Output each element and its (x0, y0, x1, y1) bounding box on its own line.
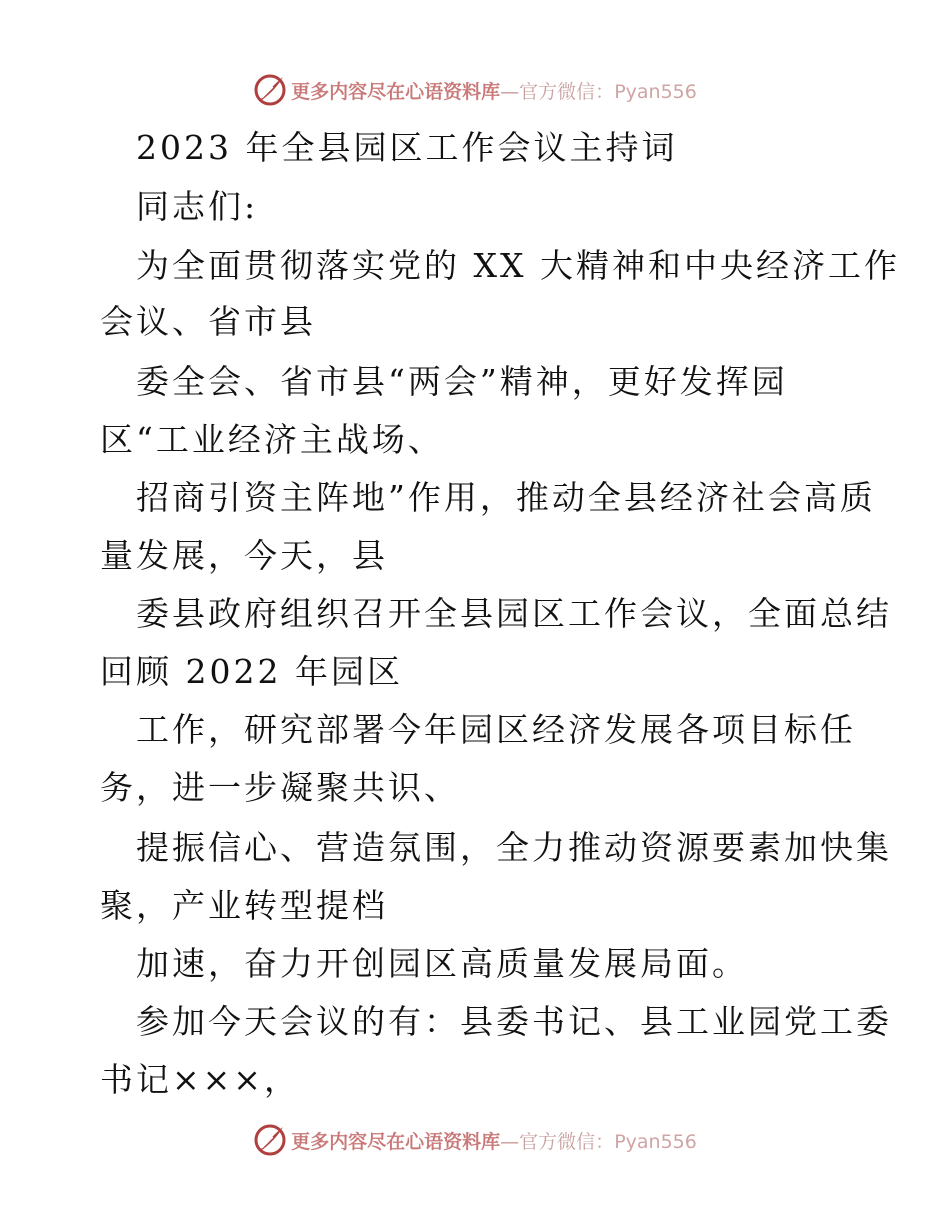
paragraph-line: 务，进一步凝聚共识、 (100, 768, 460, 807)
paragraph-line: 区“工业经济主战场、 (100, 420, 444, 459)
watermark-wechat-id: Pyan556 (614, 80, 697, 103)
paragraph-line: 提振信心、营造氛围，全力推动资源要素加快集 (136, 828, 892, 867)
watermark-official: 官方微信： (519, 80, 615, 103)
feather-pen-logo-icon (253, 1123, 287, 1157)
feather-pen-logo-icon (253, 73, 287, 107)
footer-watermark (0, 1120, 950, 1160)
watermark-dash: — (500, 80, 520, 103)
paragraph-line: 书记×××， (100, 1060, 300, 1099)
header-watermark (0, 70, 950, 110)
watermark-text (291, 77, 697, 104)
paragraph-line: 工作，研究部署今年园区经济发展各项目标任 (136, 710, 856, 749)
paragraph-line: 量发展，今天，县 (100, 536, 388, 575)
watermark-brand: 更多内容尽在心语资料库 (291, 1130, 501, 1153)
watermark-text (291, 1127, 697, 1154)
watermark-brand: 更多内容尽在心语资料库 (291, 80, 501, 103)
watermark-dash: — (500, 1130, 520, 1153)
paragraph-line: 为全面贯彻落实党的 XX 大精神和中央经济工作 (136, 246, 900, 285)
paragraph-line: 参加今天会议的有：县委书记、县工业园党工委 (136, 1002, 892, 1041)
watermark-official: 官方微信： (519, 1130, 615, 1153)
paragraph-line: 加速，奋力开创园区高质量发展局面。 (136, 944, 748, 983)
paragraph-line: 会议、省市县 (100, 302, 316, 341)
paragraph-line: 回顾 2022 年园区 (100, 652, 403, 691)
salutation: 同志们: (136, 187, 259, 226)
paragraph-line: 招商引资主阵地”作用，推动全县经济社会高质 (136, 478, 876, 517)
document-title: 2023 年全县园区工作会议主持词 (136, 128, 678, 167)
paragraph-line: 委全会、省市县“两会”精神，更好发挥园 (136, 362, 788, 401)
watermark-wechat-id: Pyan556 (614, 1130, 697, 1153)
paragraph-line: 委县政府组织召开全县园区工作会议，全面总结 (136, 594, 892, 633)
paragraph-line: 聚，产业转型提档 (100, 886, 388, 925)
